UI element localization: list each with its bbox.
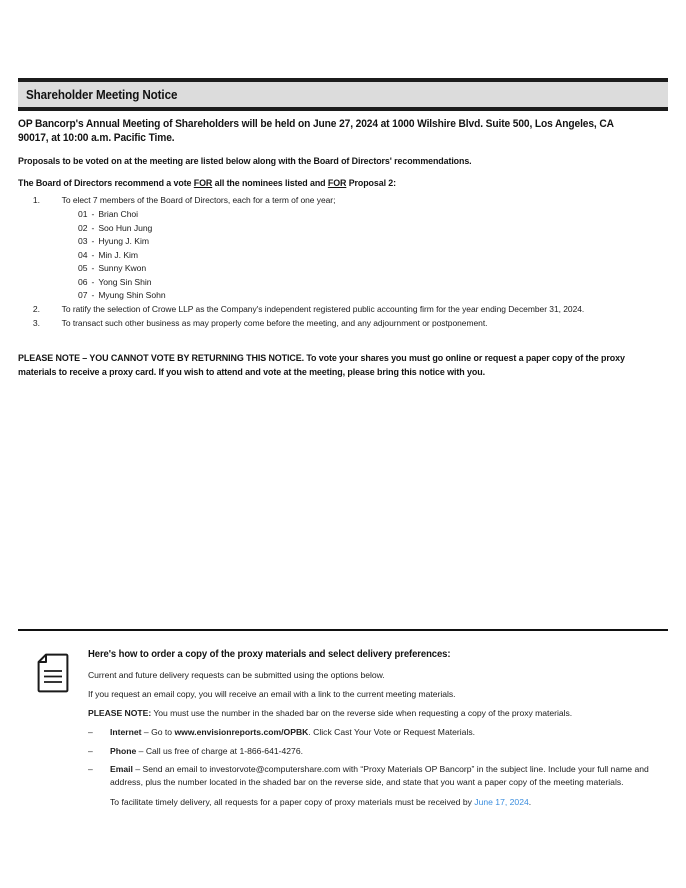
- nominee-number: 02: [78, 222, 88, 233]
- proposal-text: To elect 7 members of the Board of Directors, each for a term of one year;: [61, 195, 336, 206]
- deadline-after: .: [528, 797, 532, 808]
- delivery-please-note: [88, 707, 670, 719]
- recommendation-for-nominees: FOR: [193, 177, 213, 188]
- delivery-methods-list: [88, 726, 670, 788]
- nominee-name: Myung Shin Sohn: [98, 290, 166, 301]
- nominee-number: 07: [78, 290, 88, 301]
- nominee-separator: -: [91, 263, 95, 274]
- icon-column: [18, 648, 88, 693]
- proposals-intro-paragraph: Proposals to be voted on at the meeting are listed below along with the Board of Directors' recommendations.: [18, 156, 472, 167]
- document-icon: [37, 653, 69, 693]
- nominee-list: [18, 208, 670, 303]
- proposal-item: [18, 194, 670, 208]
- recommendation-for-proposal2: FOR: [327, 177, 347, 188]
- proposal-number: 3.: [32, 317, 40, 328]
- deadline-before: To facilitate timely delivery, all requests for a paper copy of proxy materials must be received by: [110, 797, 475, 808]
- proposal-item: [18, 303, 670, 317]
- board-recommendation-paragraph: [18, 177, 641, 190]
- nominee-separator: -: [91, 236, 95, 247]
- delivery-deadline-text: [88, 796, 670, 809]
- bullet-dash-icon: –: [88, 745, 93, 756]
- delivery-text-column: [88, 648, 670, 809]
- email-instructions: – Send an email to investorvote@computershare.com with “Proxy Materials OP Bancorp” in the subject line. Include your full name and address, plus the number located in the shaded bar on the reverse side, and state that you want a paper copy of the meeting materials.: [110, 764, 649, 787]
- phone-label: Phone: [110, 745, 137, 756]
- recommendation-part2: all the nominees listed and: [212, 177, 328, 188]
- nominee-number: 06: [78, 276, 88, 287]
- banner-body: [18, 82, 668, 107]
- phone-method-text: [110, 745, 670, 758]
- nominee-row: [18, 276, 670, 290]
- recommendation-part3: Proposal 2:: [346, 177, 397, 188]
- nominee-separator: -: [91, 249, 95, 260]
- delivery-note-label: PLEASE NOTE:: [88, 708, 152, 718]
- delivery-line-2: If you request an email copy, you will receive an email with a link to the current meeting materials.: [88, 689, 456, 699]
- delivery-method-phone[interactable]: [88, 745, 670, 758]
- phone-number-text: – Call us free of charge at 1-866-641-4276.: [136, 745, 303, 756]
- nominee-number: 01: [78, 208, 88, 219]
- internet-label: Internet: [110, 727, 142, 737]
- internet-url[interactable]: www.envisionreports.com/OPBK: [174, 727, 309, 737]
- delivery-method-email[interactable]: [88, 763, 670, 788]
- nominee-row: [18, 262, 670, 276]
- section-header-banner: [18, 78, 668, 111]
- email-method-text: [110, 763, 670, 788]
- nominee-name: Yong Sin Shin: [98, 276, 152, 287]
- proposal-text: To ratify the selection of Crowe LLP as the Company's independent registered public accounting firm for the year ending December 31, 2024.: [61, 304, 585, 315]
- internet-before: – Go to: [141, 727, 175, 737]
- please-note-paragraph: PLEASE NOTE – YOU CANNOT VOTE BY RETURNING THIS NOTICE. To vote your shares you must go online or request a paper copy of the proxy materials to receive a proxy card. If you wish to attend and vote at the meeting, please bring this notice with you.: [18, 353, 625, 377]
- section-divider: [18, 629, 668, 631]
- nominee-name: Soo Hun Jung: [98, 222, 153, 233]
- nominee-separator: -: [91, 276, 95, 287]
- recommendation-part1: The Board of Directors recommend a vote: [18, 177, 194, 188]
- nominee-separator: -: [91, 208, 95, 219]
- deadline-date: June 17, 2024: [474, 797, 529, 808]
- notice-content: [18, 118, 670, 330]
- internet-after: . Click Cast Your Vote or Request Materials.: [308, 727, 476, 737]
- nominee-row: [18, 208, 670, 222]
- bullet-dash-icon: –: [88, 764, 93, 775]
- proposal-item: [18, 317, 670, 331]
- nominee-name: Hyung J. Kim: [98, 236, 149, 247]
- proposal-number: 1.: [32, 195, 40, 206]
- delivery-instructions-section: [18, 648, 670, 809]
- nominee-row: [18, 235, 670, 249]
- proposals-list: [18, 194, 670, 330]
- nominee-separator: -: [91, 290, 95, 301]
- email-label: Email: [110, 764, 133, 775]
- nominee-row: [18, 222, 670, 236]
- delivery-line-1: Current and future delivery requests can be submitted using the options below.: [88, 670, 385, 680]
- nominee-name: Min J. Kim: [98, 249, 139, 260]
- nominee-separator: -: [91, 222, 95, 233]
- nominee-number: 03: [78, 236, 88, 247]
- page-title: Shareholder Meeting Notice: [26, 87, 178, 102]
- banner-bottom-rule: [18, 107, 668, 111]
- bullet-dash-icon: –: [88, 727, 93, 737]
- delivery-method-internet[interactable]: [88, 726, 670, 739]
- proposal-text: To transact such other business as may properly come before the meeting, and any adjournment or postponement.: [61, 317, 488, 328]
- nominee-name: Brian Choi: [98, 208, 139, 219]
- delivery-note-text: You must use the number in the shaded bar on the reverse side when requesting a copy of the proxy materials.: [151, 708, 573, 718]
- meeting-details-paragraph: OP Bancorp's Annual Meeting of Shareholders will be held on June 27, 2024 at 1000 Wilshire Blvd. Suite 500, Los Angeles, CA 90017, at 10:00 a.m. Pacific Time.: [18, 118, 614, 144]
- nominee-number: 04: [78, 249, 88, 260]
- delivery-heading: Here's how to order a copy of the proxy materials and select delivery preferences:: [88, 649, 451, 660]
- nominee-number: 05: [78, 263, 88, 274]
- internet-method-text: [110, 726, 670, 739]
- nominee-row: [18, 249, 670, 263]
- nominee-name: Sunny Kwon: [98, 263, 147, 274]
- proposal-number: 2.: [32, 304, 40, 315]
- nominee-row: [18, 289, 670, 303]
